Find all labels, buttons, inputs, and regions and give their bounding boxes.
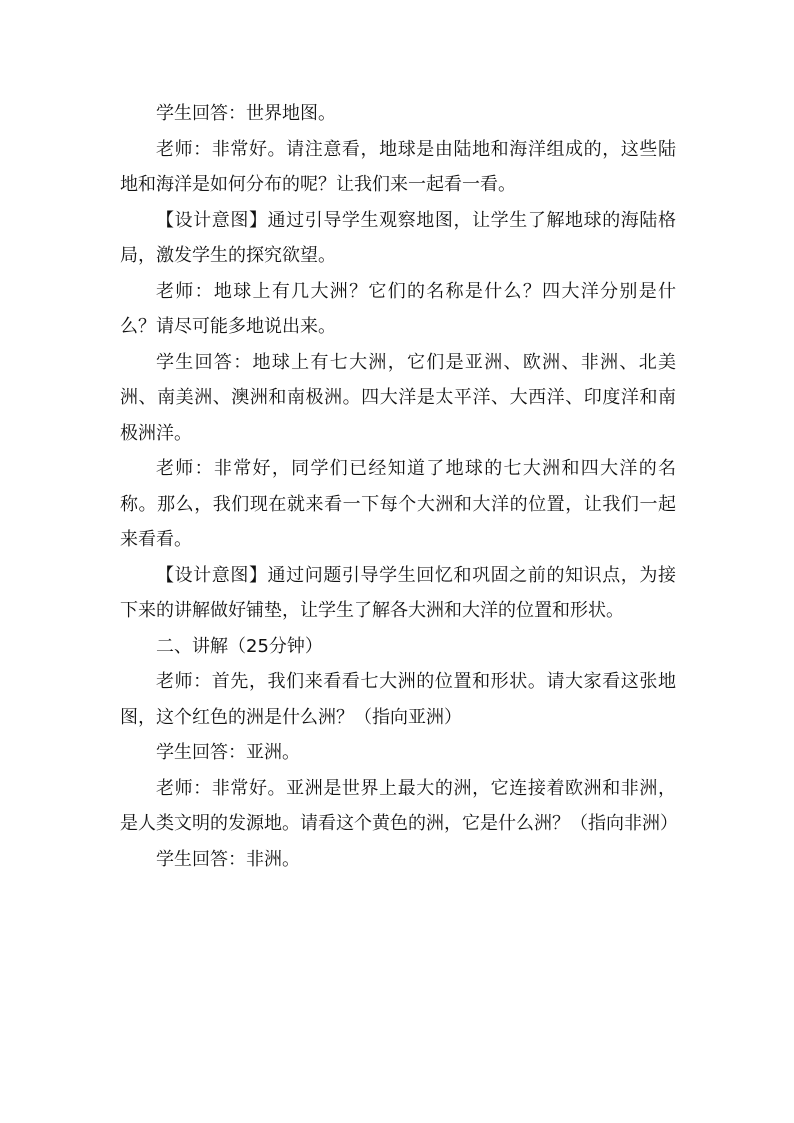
paragraph-student-answer-asia: 学生回答：亚洲。 bbox=[156, 742, 300, 763]
paragraph-teacher-positions: 老师：非常好，同学们已经知道了地球的七大洲和四大洋的名称。那么，我们现在就来看一下每个大洲和大洋的位置，让我们一起来看看。 bbox=[120, 458, 676, 550]
paragraph-teacher-asia-africa: 老师：非常好。亚洲是世界上最大的洲，它连接着欧洲和非洲，是人类文明的发源地。请看这个黄色的洲，它是什么洲？（指向非洲） bbox=[120, 777, 678, 834]
paragraph-student-answer-world-map: 学生回答：世界地图。 bbox=[156, 103, 336, 124]
document-body bbox=[120, 96, 676, 877]
paragraph-design-intent-2: 【设计意图】通过问题引导学生回忆和巩固之前的知识点，为接下来的讲解做好铺垫，让学生了解各大洲和大洋的位置和形状。 bbox=[120, 564, 676, 621]
paragraph-student-answer-africa: 学生回答：非洲。 bbox=[156, 848, 300, 870]
paragraph-student-answer-continents: 学生回答：地球上有七大洲，它们是亚洲、欧洲、非洲、北美洲、南美洲、澳洲和南极洲。四大洋是太平洋、大西洋、印度洋和南极洲洋。 bbox=[120, 351, 676, 444]
section-heading-explanation: 二、讲解（25分钟） bbox=[156, 635, 323, 657]
paragraph-teacher-land-ocean: 老师：非常好。请注意看，地球是由陆地和海洋组成的，这些陆地和海洋是如何分布的呢？让我们来一起看一看。 bbox=[120, 138, 676, 195]
paragraph-teacher-question-continents: 老师：地球上有几大洲？它们的名称是什么？四大洋分别是什么？请尽可能多地说出来。 bbox=[120, 280, 676, 337]
paragraph-teacher-red-continent: 老师：首先，我们来看看七大洲的位置和形状。请大家看这张地图，这个红色的洲是什么洲？（指向亚洲） bbox=[120, 671, 676, 728]
paragraph-design-intent-1: 【设计意图】通过引导学生观察地图，让学生了解地球的海陆格局，激发学生的探究欲望。 bbox=[120, 209, 676, 266]
